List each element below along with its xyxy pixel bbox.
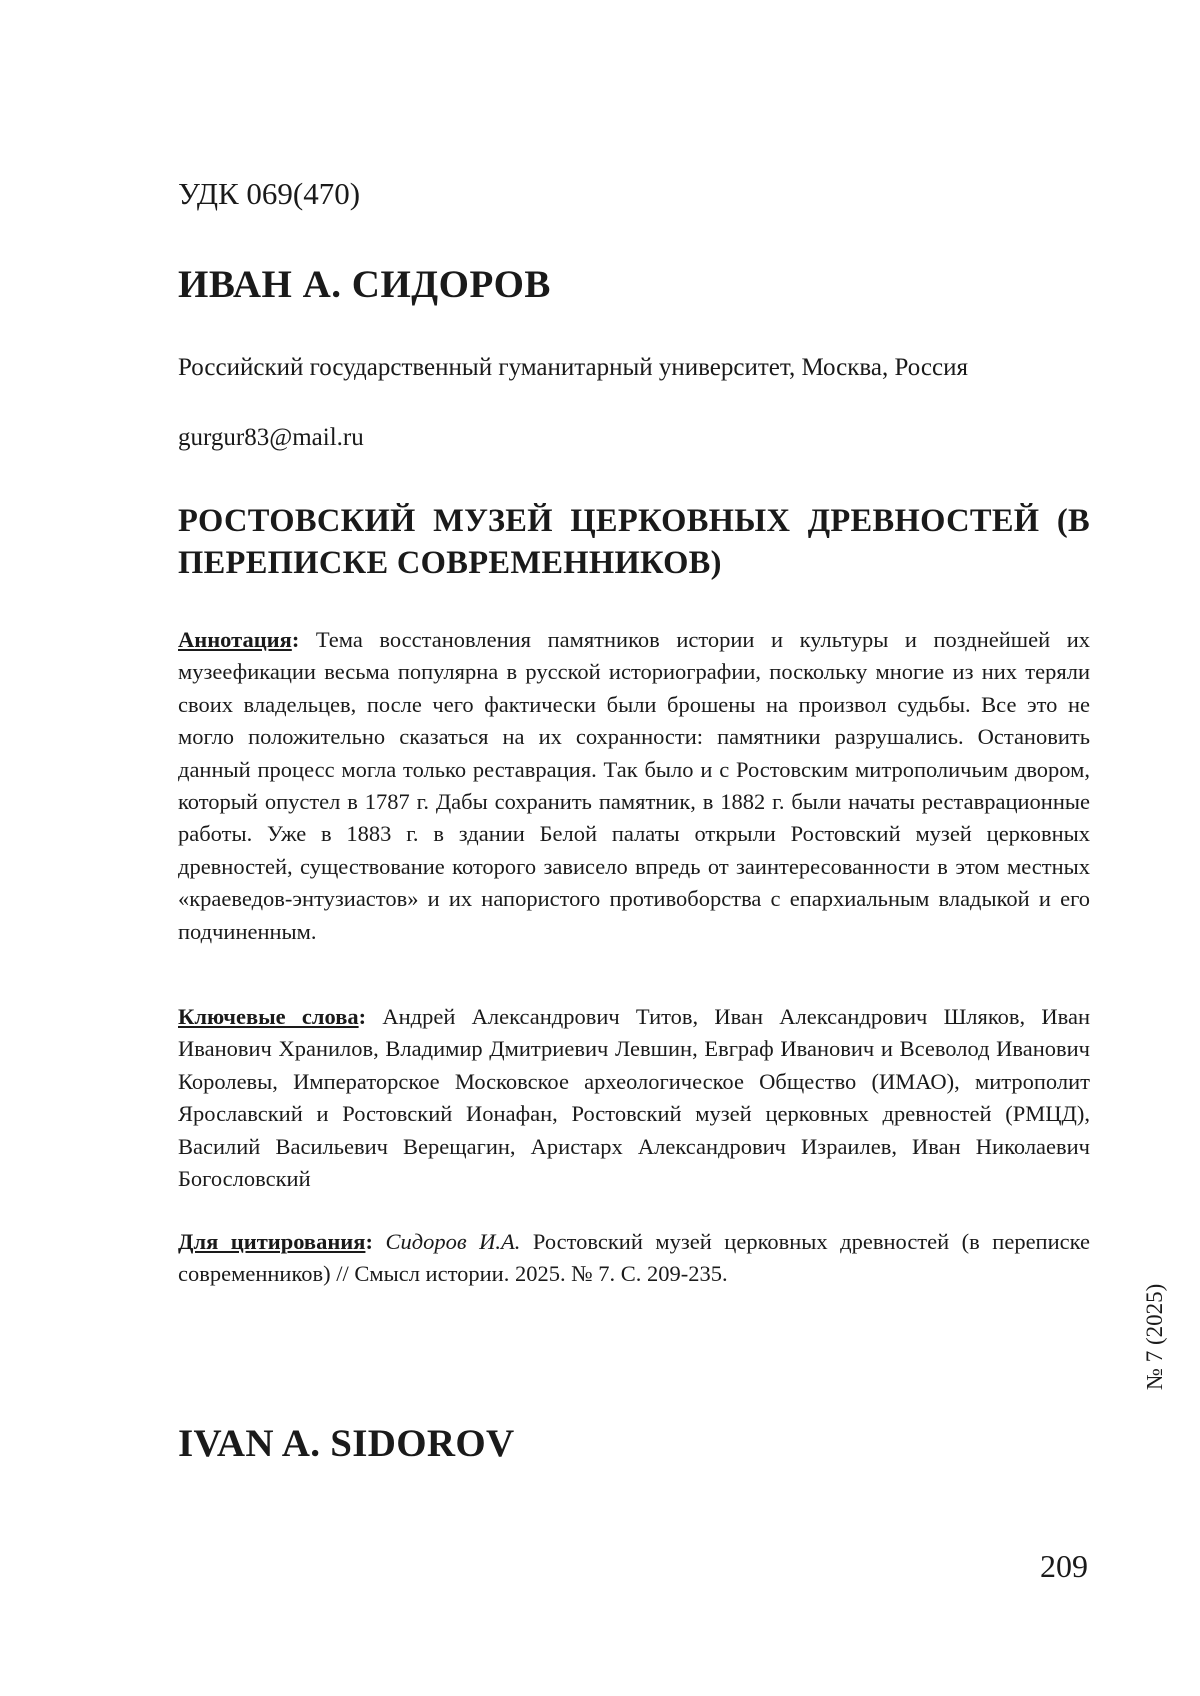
keywords-section: Ключевые слова: Андрей Александрович Титов, Иван Александрович Шляков, Иван Иванович Хранилов, Владимир Дмитриевич Левшин, Евграф Иванович и Всеволод Иванович Королевы, Императорское Московское археологическое Об­щество (ИМАО), митрополит Ярославский и Ростовский Ионафан, Ростовский музей церковных древностей (РМЦД), Василий Васильевич Верещагин, Ари­старх Александрович Израилев, Иван Николаевич Богословский <box>178 1001 1090 1195</box>
annotation-section: Аннотация: Тема восстановления памятников истории и культуры и позднейшей их музеефикации весьма популярна в русской историографии, поскольку мно­гие из них теряли своих владельцев, после чего фактически были брошены на произвол судьбы. Все это не могло положительно сказаться на их сохранности: памятники разрушались. Остановить данный процесс могла только реставра­ция. Так было и с Ростовским митрополичьим двором, который опустел в 1787 г. Дабы сохранить памятник, в 1882 г. были начаты реставрационные работы. Уже в 1883 г. в здании Белой палаты открыли Ростовский музей церковных древностей, существование которого зависело впредь от заинтересованности в этом местных «краеведов-энтузиастов» и их напористого противоборства с епархиальным вла­дыкой и его подчиненным. <box>178 624 1090 948</box>
article-title: РОСТОВСКИЙ МУЗЕЙ ЦЕРКОВНЫХ ДРЕВНОСТЕЙ (В ПЕРЕПИСКЕ СОВРЕМЕННИКОВ) <box>178 500 1090 584</box>
udk-code: УДК 069(470) <box>178 176 360 212</box>
author-affiliation: Российский государственный гуманитарный университет, Москва, Россия <box>178 354 968 382</box>
citation-section: Для цитирования: Сидоров И.А. Ростовский музей церковных древностей (в пе­реписке современников) // Смысл истории. 2025. № 7. С. 209-235. <box>178 1226 1090 1291</box>
citation-text: Ростовский музей церковных древностей (в пе­реписке современников) // Смысл истории. 2025. № 7. С. 209-235. <box>178 1229 1090 1286</box>
citation-author: Сидоров И.А. <box>385 1229 520 1254</box>
citation-label: Для цитирования <box>178 1229 365 1254</box>
keywords-text: Андрей Александрович Титов, Иван Александрович Шляков, Иван Иванович Хранилов, Владимир Дмитриевич Левшин, Евграф Иванович и Всеволод Иванович Королевы, Императорское Московское археологическое Об­щество (ИМАО), митрополит Ярославский и Ростовский Ионафан, Ростовский музей церковных древностей (РМЦД), Василий Васильевич Верещагин, Ари­старх Александрович Израилев, Иван Николаевич Богословский <box>178 1004 1090 1191</box>
annotation-text: Тема восстановления памятников истории и культуры и позднейшей их музеефикации весьма популярна в русской историографии, поскольку мно­гие из них теряли своих владельцев, после чего фактически были брошены на произвол судьбы. Все это не могло положительно сказаться на их сохранности: памятники разрушались. Остановить данный процесс могла только реставра­ция. Так было и с Ростовским митрополичьим двором, который опустел в 1787 г. Дабы сохранить памятник, в 1882 г. были начаты реставрационные работы. Уже в 1883 г. в здании Белой палаты открыли Ростовский музей церковных древностей, существование которого зависело впредь от заинтересованности в этом местных «краеведов-энтузиастов» и их напористого противоборства с епархиальным вла­дыкой и его подчиненным. <box>178 627 1090 944</box>
issue-label: № 7 (2025) <box>1142 1284 1168 1390</box>
page-number: 209 <box>1040 1548 1088 1585</box>
author-name-ru: ИВАН А. СИДОРОВ <box>178 262 551 307</box>
author-name-en: IVAN A. SIDOROV <box>178 1421 514 1466</box>
annotation-label: Аннотация <box>178 627 292 652</box>
author-email[interactable]: gurgur83@mail.ru <box>178 424 364 452</box>
keywords-label: Ключевые слова <box>178 1004 359 1029</box>
